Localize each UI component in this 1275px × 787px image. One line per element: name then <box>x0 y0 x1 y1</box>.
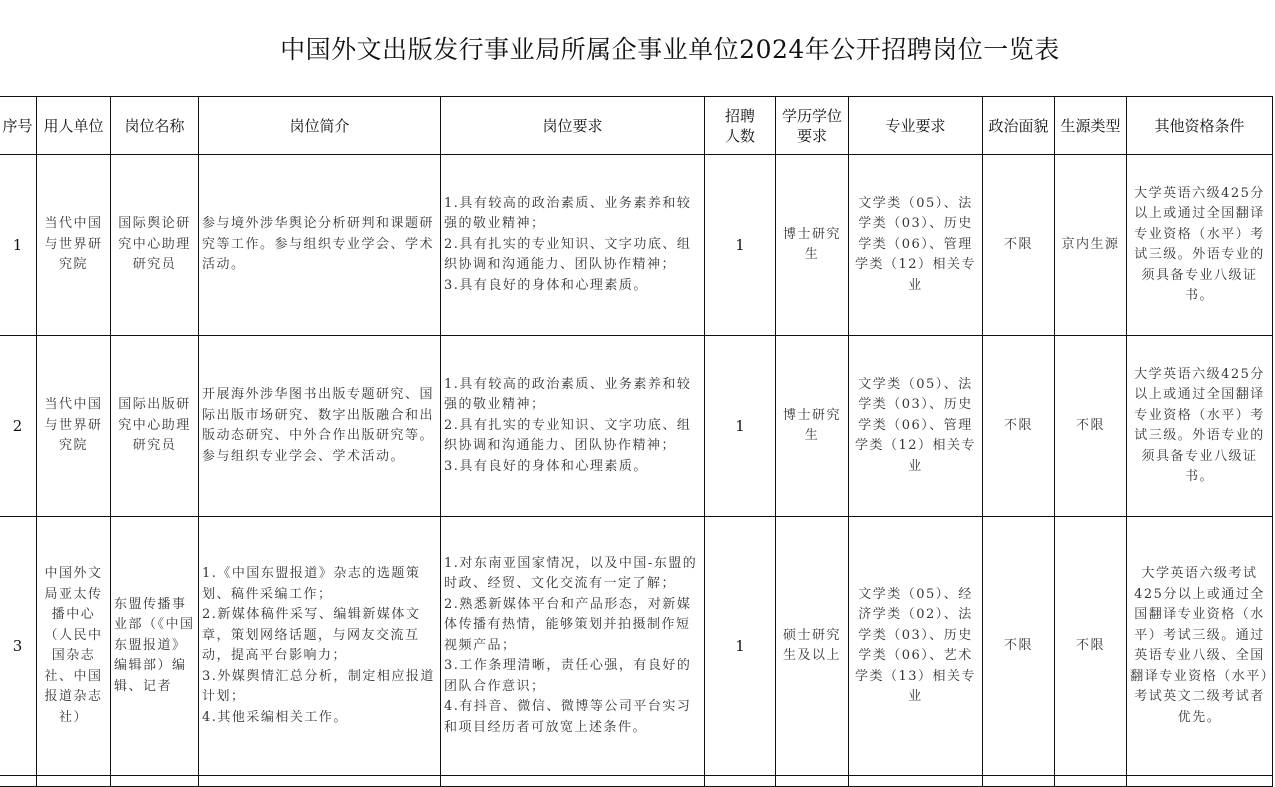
header-degree: 学历学位要求 <box>776 97 849 155</box>
cell-no: 1 <box>0 155 37 336</box>
cell-major: 文学类（05）、法学类（03）、历史学类（06）、管理学类（12）相关专业 <box>849 155 983 336</box>
intro-line: 3.外媒舆情汇总分析，制定相应报道计划； <box>202 668 435 704</box>
requirement-line: 3.工作条理清晰，责任心强，有良好的团队合作意识； <box>444 658 692 694</box>
intro-line: 2.新媒体稿件采写、编辑新媒体文章，策划网络话题，与网友交流互动，提高平台影响力； <box>202 607 421 663</box>
cell-requirements <box>441 155 705 336</box>
header-unit: 用人单位 <box>37 97 111 155</box>
cell-other: 大学英语六级425分以上或通过全国翻译专业资格（水平）考试三级。外语专业的须具备专业八级证书。 <box>1127 336 1273 517</box>
cell-political: 不限 <box>983 517 1055 776</box>
cell-unit: 当代中国与世界研究院 <box>37 336 111 517</box>
cell-count: 1 <box>705 336 776 517</box>
cell-requirements <box>441 517 705 776</box>
cell-political: 不限 <box>983 336 1055 517</box>
cell-major: 文学类（05）、法学类（03）、历史学类（06）、管理学类（12）相关专业 <box>849 336 983 517</box>
requirement-line: 1.具有较高的政治素质、业务素养和较强的敬业精神； <box>444 195 692 232</box>
table-header-row <box>0 97 1273 155</box>
requirement-line: 3.具有良好的身体和心理素质。 <box>444 458 648 474</box>
cell-no: 2 <box>0 336 37 517</box>
header-requirements: 岗位要求 <box>441 97 705 155</box>
header-intro: 岗位简介 <box>199 97 441 155</box>
requirement-line: 2.熟悉新媒体平台和产品形态，对新媒体传播有热情，能够策划并拍摄制作短视频产品； <box>444 596 692 653</box>
cell-requirements <box>441 336 705 517</box>
cell-origin: 不限 <box>1055 336 1127 517</box>
header-no: 序号 <box>0 97 37 155</box>
header-count: 招聘人数 <box>705 97 776 155</box>
cell-count: 1 <box>705 155 776 336</box>
cell-no: 3 <box>0 517 37 776</box>
requirement-line: 1.对东南亚国家情况，以及中国-东盟的时政、经贸、文化交流有一定了解； <box>444 555 698 592</box>
table-row <box>0 155 1273 336</box>
intro-line: 1.《中国东盟报道》杂志的选题策划、稿件采编工作； <box>202 566 421 602</box>
requirement-line: 4.有抖音、微信、微博等公司平台实习和项目经历者可放宽上述条件。 <box>444 699 692 735</box>
cell-intro <box>199 517 441 776</box>
cell-degree: 博士研究生 <box>776 155 849 336</box>
cell-origin: 不限 <box>1055 517 1127 776</box>
header-political: 政治面貌 <box>983 97 1055 155</box>
cell-intro <box>199 336 441 517</box>
document-title: 中国外文出版发行事业局所属企事业单位2024年公开招聘岗位一览表 <box>280 35 1060 64</box>
requirement-line: 2.具有扎实的专业知识、文字功底、组织协调和沟通能力、团队协作精神； <box>444 236 692 273</box>
recruitment-table <box>0 96 1273 787</box>
cell-unit: 中国外文局亚太传播中心（人民中国杂志社、中国报道杂志社） <box>37 517 111 776</box>
table-row-partial <box>0 776 1273 787</box>
cell-count: 1 <box>705 517 776 776</box>
cell-major: 文学类（05）、经济学类（02）、法学类（03）、历史学类（06）、艺术学类（13）相关专业 <box>849 517 983 776</box>
table-row <box>0 517 1273 776</box>
table-row <box>0 336 1273 517</box>
cell-degree: 硕士研究生及以上 <box>776 517 849 776</box>
cell-unit: 当代中国与世界研究院 <box>37 155 111 336</box>
cell-political: 不限 <box>983 155 1055 336</box>
cell-degree: 博士研究生 <box>776 336 849 517</box>
cell-position: 东盟传播事业部（《中国东盟报道》编辑部）编辑、记者 <box>111 517 199 776</box>
intro-line: 4.其他采编相关工作。 <box>202 709 348 725</box>
header-origin: 生源类型 <box>1055 97 1127 155</box>
intro-line: 开展海外涉华图书出版专题研究、国际出版市场研究、数字出版融合和出版动态研究、中外合作出版研究等。参与组织专业学会、学术活动。 <box>202 387 435 464</box>
header-major: 专业要求 <box>849 97 983 155</box>
cell-other: 大学英语六级425分以上或通过全国翻译专业资格（水平）考试三级。外语专业的须具备专业八级证书。 <box>1127 155 1273 336</box>
requirement-line: 3.具有良好的身体和心理素质。 <box>444 277 648 293</box>
cell-intro <box>199 155 441 336</box>
header-position: 岗位名称 <box>111 97 199 155</box>
cell-position: 国际出版研究中心助理研究员 <box>111 336 199 517</box>
requirement-line: 2.具有扎实的专业知识、文字功底、组织协调和沟通能力、团队协作精神； <box>444 417 692 454</box>
cell-other: 大学英语六级考试425分以上或通过全国翻译专业资格（水平）考试三级。通过英语专业八级、全国翻译专业资格（水平）考试英文二级考试者优先。 <box>1127 517 1273 776</box>
cell-origin: 京内生源 <box>1055 155 1127 336</box>
requirement-line: 1.具有较高的政治素质、业务素养和较强的敬业精神； <box>444 376 692 413</box>
header-other: 其他资格条件 <box>1127 97 1273 155</box>
intro-line: 参与境外涉华舆论分析研判和课题研究等工作。参与组织专业学会、学术活动。 <box>202 216 435 273</box>
cell-position: 国际舆论研究中心助理研究员 <box>111 155 199 336</box>
